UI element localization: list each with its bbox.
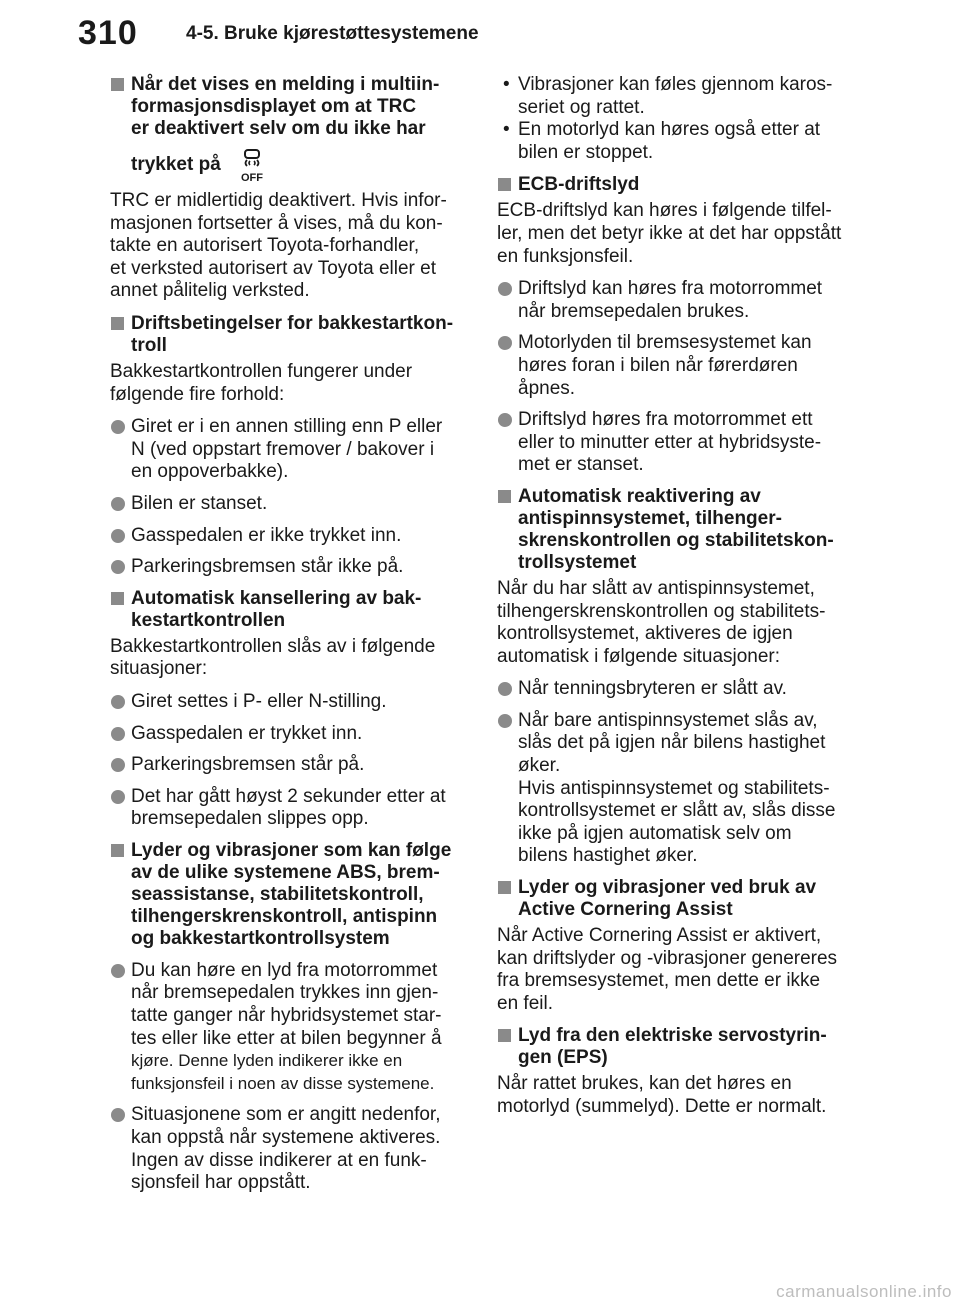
bullet-dot-icon (111, 560, 125, 574)
bullet-dot-icon (111, 497, 125, 511)
list-item: Bilen er stanset. (110, 493, 468, 516)
bullet-dot-icon (111, 727, 125, 741)
bullet-dot-icon (111, 529, 125, 543)
section-square-icon (498, 1029, 511, 1042)
paragraph-active-cornering: Når Active Cornering Assist er aktivert, kan driftslyder og -vibrasjoner genereres fra bremsesystemet, men dette er ikke en feil. (497, 925, 838, 1014)
paragraph-auto-reactivation: Når du har slått av antispinnsystemet, tilhengerskrenskontrollen og stabilitets- kontrollsystemet, aktiveres de igjen automatisk i følgende situasjoner: (497, 577, 826, 667)
bullet-dot-icon (111, 1108, 125, 1122)
section-square-icon (111, 844, 124, 857)
bullet-dot-icon (498, 282, 512, 296)
paragraph-auto-cancel: Bakkestartkontrollen slås av i følgende situasjoner: (110, 635, 436, 680)
bullet-dot-icon (111, 964, 125, 978)
list-item: Du kan høre en lyd fra motorrommet når bremsepedalen trykkes inn gjen- tatte ganger når hybridsystemet star- tes eller like etter at bilen begynner å kjøre. Denne lyden indikerer ikke en funksjonsfeil i noen av disse systemene. (110, 960, 468, 1096)
bullet-dot-icon (111, 758, 125, 772)
list-item: Motorlyden til bremsesystemet kan høres foran i bilen når førerdøren åpnes. (497, 332, 857, 400)
bullet-dot-icon (111, 695, 125, 709)
section-square-icon (111, 78, 124, 91)
bullet-dot-icon (498, 714, 512, 728)
section-heading-sounds-vibrations: Lyder og vibrasjoner som kan følge av de ulike systemene ABS, brem- seassistanse, stabilitetskontroll, tilhengerskrenskontroll, antispinn og bakkestartkontrollsystem (110, 840, 468, 950)
chapter-title: 4-5. Bruke kjørestøttesystemene (186, 23, 479, 44)
section-square-icon (498, 178, 511, 191)
list-item: Parkeringsbremsen står ikke på. (110, 556, 468, 579)
list-item: Parkeringsbremsen står på. (110, 754, 468, 777)
bullet-dot-icon (498, 413, 512, 427)
bullet-dot-icon (111, 790, 125, 804)
list-item: Driftslyd høres fra motorrommet ett eller to minutter etter at hybridsyste- met er stanset. (497, 409, 857, 477)
vsc-off-icon-label: OFF (241, 172, 264, 184)
section-heading-eps: Lyd fra den elektriske servostyrin- gen (EPS) (497, 1025, 857, 1069)
page-number: 310 (78, 14, 138, 52)
paragraph-trc: TRC er midlertidig deaktivert. Hvis infor- masjonen fortsetter å vises, må du kon- takte en autorisert Toyota-forhandler, et verksted autorisert av Toyota eller et annet pålitelig verksted. (110, 190, 447, 302)
section-heading-hill-start-conditions: Driftsbetingelser for bakkestartkon- troll (110, 313, 468, 357)
list-item: Det har gått høyst 2 sekunder etter at bremsepedalen slippes opp. (110, 786, 468, 831)
list-item: Driftslyd kan høres fra motorrommet når bremsepedalen brukes. (497, 278, 857, 323)
paragraph-eps: Når rattet brukes, kan det høres en motorlyd (summelyd). Dette er normalt. (497, 1073, 827, 1117)
list-item: Giret settes i P- eller N-stilling. (110, 691, 468, 714)
section-heading-auto-cancel: Automatisk kansellering av bak- kestartkontrollen (110, 588, 468, 632)
paragraph-ecb: ECB-driftslyd kan høres i følgende tilfel- ler, men det betyr ikke at det har oppstått en funksjonsfeil. (497, 200, 842, 267)
right-column (497, 74, 857, 1129)
list-item: Gasspedalen er ikke trykket inn. (110, 525, 468, 548)
page-header (0, 0, 960, 75)
section-heading-auto-reactivation: Automatisk reaktivering av antispinnsystemet, tilhenger- skrenskontrollen og stabilitetskon- trollsystemet (497, 486, 857, 574)
bullet-dot-icon (111, 420, 125, 434)
vsc-off-icon (236, 148, 270, 184)
list-item: Når bare antispinnsystemet slås av, slås det på igjen når bilens hastighet øker. Hvis antispinnsystemet og stabilitets- kontrollsystemet er slått av, slås disse ikke på igjen automatisk selv om bilens hastighet øker. (497, 710, 857, 868)
list-item: Situasjonene som er angitt nedenfor, kan oppstå når systemene aktiveres. Ingen av disse indikerer at en funk- sjonsfeil har oppstått. (110, 1104, 468, 1194)
list-item: • Vibrasjoner kan føles gjennom karos- seriet og rattet. (503, 74, 833, 118)
bullet-dot-icon (498, 682, 512, 696)
list-item: Når tenningsbryteren er slått av. (497, 678, 857, 701)
list-item: • En motorlyd kan høres også etter at bilen er stoppet. (503, 119, 821, 163)
section-heading-trc-message: Når det vises en melding i multiin- formasjonsdisplayet om at TRC er deaktivert selv om du ikke har trykket på OFF (110, 74, 468, 184)
watermark: carmanualsonline.info (776, 1282, 952, 1301)
section-square-icon (111, 317, 124, 330)
section-heading-ecb: ECB-driftslyd (497, 174, 857, 196)
list-item: Gasspedalen er trykket inn. (110, 723, 468, 746)
left-column (110, 74, 468, 1204)
bullet-dot-icon (498, 336, 512, 350)
paragraph-hill-start: Bakkestartkontrollen fungerer under følgende fire forhold: (110, 360, 413, 405)
list-item: Giret er i en annen stilling enn P eller N (ved oppstart fremover / bakover i en oppoverbakke). (110, 416, 468, 484)
section-square-icon (498, 490, 511, 503)
section-square-icon (498, 881, 511, 894)
section-square-icon (111, 592, 124, 605)
section-heading-active-cornering: Lyder og vibrasjoner ved bruk av Active Cornering Assist (497, 877, 857, 921)
